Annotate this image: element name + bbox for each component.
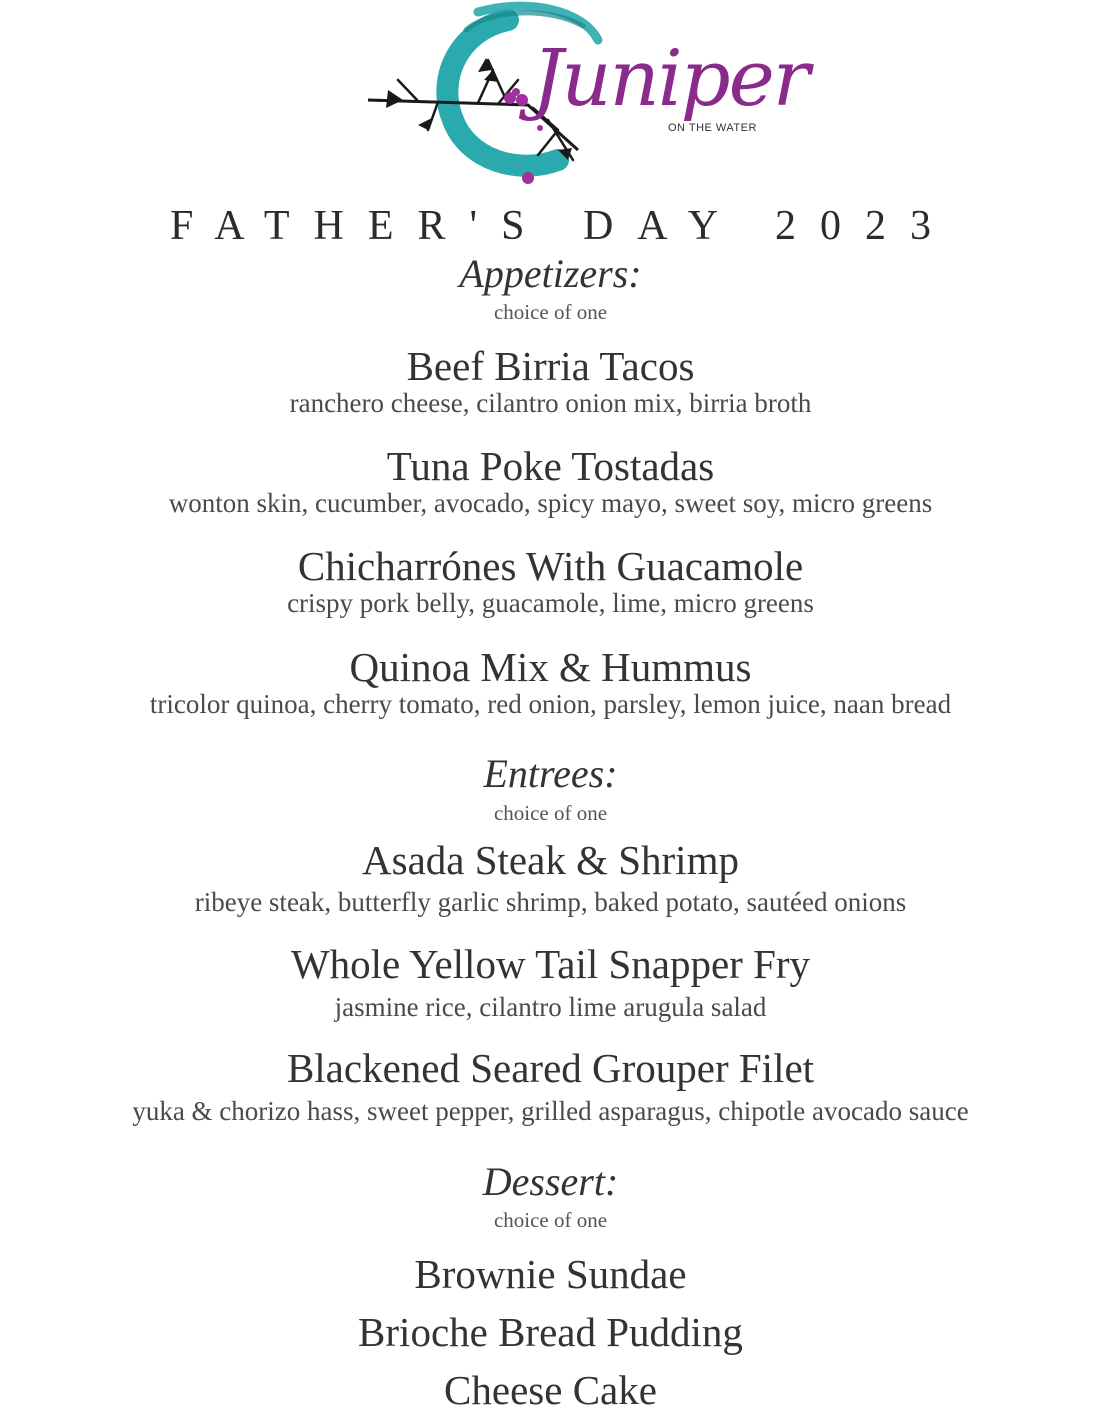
appetizer-name: Chicharrónes With Guacamole — [297, 543, 804, 589]
dessert-heading: Dessert: — [482, 1159, 619, 1204]
dessert-name: Brioche Bread Pudding — [358, 1309, 743, 1355]
dessert-name: Brownie Sundae — [414, 1251, 687, 1297]
appetizer-description: crispy pork belly, guacamole, lime, micro greens — [287, 588, 814, 618]
entree-name: Whole Yellow Tail Snapper Fry — [290, 941, 811, 987]
entree-description: jasmine rice, cilantro lime arugula salad — [334, 992, 767, 1022]
appetizer-description: tricolor quinoa, cherry tomato, red onion, parsley, lemon juice, naan bread — [149, 689, 952, 719]
appetizers-subheading: choice of one — [493, 300, 608, 324]
juniper-logo — [358, 0, 809, 200]
page-title: FATHER'S DAY 2023 — [169, 203, 956, 249]
entree-description: ribeye steak, butterfly garlic shrimp, baked potato, sautéed onions — [194, 887, 907, 917]
entree-name: Blackened Seared Grouper Filet — [286, 1045, 815, 1091]
dessert-subheading: choice of one — [493, 1208, 608, 1232]
appetizers-heading: Appetizers: — [459, 251, 642, 296]
appetizer-name: Beef Birria Tacos — [406, 343, 695, 389]
logo-wordmark: Juniper — [532, 34, 809, 124]
appetizer-name: Tuna Poke Tostadas — [386, 443, 715, 489]
dessert-name: Cheese Cake — [444, 1367, 657, 1413]
entrees-heading: Entrees: — [483, 751, 618, 796]
appetizer-description: wonton skin, cucumber, avocado, spicy mayo, sweet soy, micro greens — [168, 488, 933, 518]
appetizer-description: ranchero cheese, cilantro onion mix, birria broth — [289, 388, 812, 418]
entrees-subheading: choice of one — [493, 801, 608, 825]
entree-name: Asada Steak & Shrimp — [362, 837, 739, 883]
logo-tagline: ON THE WATER — [668, 122, 757, 134]
entree-description: yuka & chorizo hass, sweet pepper, grilled asparagus, chipotle avocado sauce — [132, 1096, 969, 1126]
appetizer-name: Quinoa Mix & Hummus — [349, 644, 752, 690]
